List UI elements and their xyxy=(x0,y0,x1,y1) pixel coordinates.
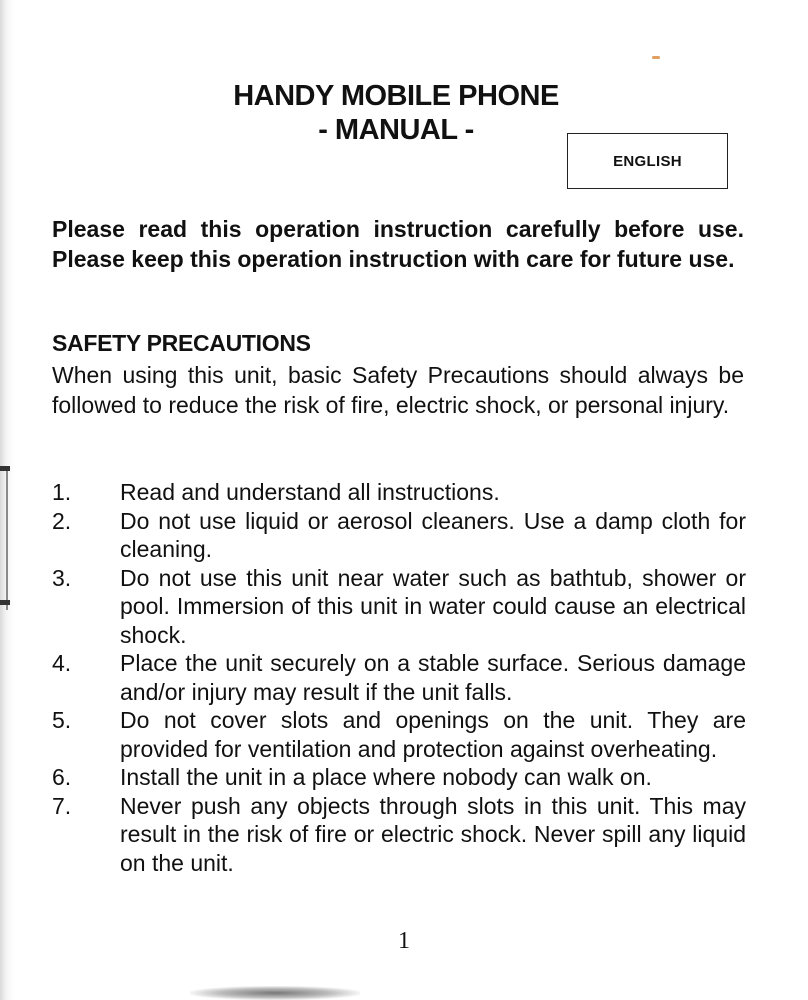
safety-list xyxy=(52,478,746,877)
list-item xyxy=(52,649,746,706)
list-item xyxy=(52,564,746,650)
list-item xyxy=(52,706,746,763)
section-paragraph: When using this unit, basic Safety Precautions should always be followed to reduce the risk of fire, electric shock, or personal injury. xyxy=(52,362,744,418)
list-item xyxy=(52,507,746,564)
item-text: Do not use this unit near water such as bathtub, shower or pool. Immersion of this unit in water could cause an electrical shock. xyxy=(120,564,746,648)
item-text: Read and understand all instructions. xyxy=(120,479,500,505)
binding-edge xyxy=(6,470,8,610)
section-heading: SAFETY PRECAUTIONS xyxy=(52,330,311,356)
item-number: 7. xyxy=(52,792,72,819)
intro-paragraph: Please read this operation instruction carefully before use. Please keep this operation instruction with care for future use. xyxy=(52,216,744,272)
item-number: 4. xyxy=(52,650,72,676)
page-number: 1 xyxy=(398,928,410,954)
scan-smudge xyxy=(190,986,360,1000)
item-text: Install the unit in a place where nobody can walk on. xyxy=(120,764,652,790)
list-item xyxy=(52,763,746,792)
item-number: 3. xyxy=(52,564,72,591)
scan-speck xyxy=(652,56,660,59)
item-number: 2. xyxy=(52,507,72,534)
item-text: Place the unit securely on a stable surface. Serious damage and/or injury may result if the unit falls. xyxy=(120,650,746,705)
language-box xyxy=(567,133,728,189)
manual-subtitle: - MANUAL - xyxy=(318,114,474,146)
item-number: 5. xyxy=(52,707,72,733)
list-item xyxy=(52,792,746,878)
item-number: 6. xyxy=(52,764,72,790)
list-item xyxy=(52,478,746,507)
item-text: Do not cover slots and openings on the unit. They are provided for ventilation and protection against overheating. xyxy=(120,707,746,762)
manual-title: HANDY MOBILE PHONE xyxy=(233,80,559,112)
item-number: 1. xyxy=(52,479,72,505)
item-text: Never push any objects through slots in this unit. This may result in the risk of fire or electric shock. Never spill any liquid on the unit. xyxy=(120,792,746,876)
item-text: Do not use liquid or aerosol cleaners. Use a damp cloth for cleaning. xyxy=(120,507,746,562)
language-label: ENGLISH xyxy=(613,152,682,170)
binding-mark-bottom xyxy=(0,600,10,605)
binding-mark-top xyxy=(0,466,10,471)
